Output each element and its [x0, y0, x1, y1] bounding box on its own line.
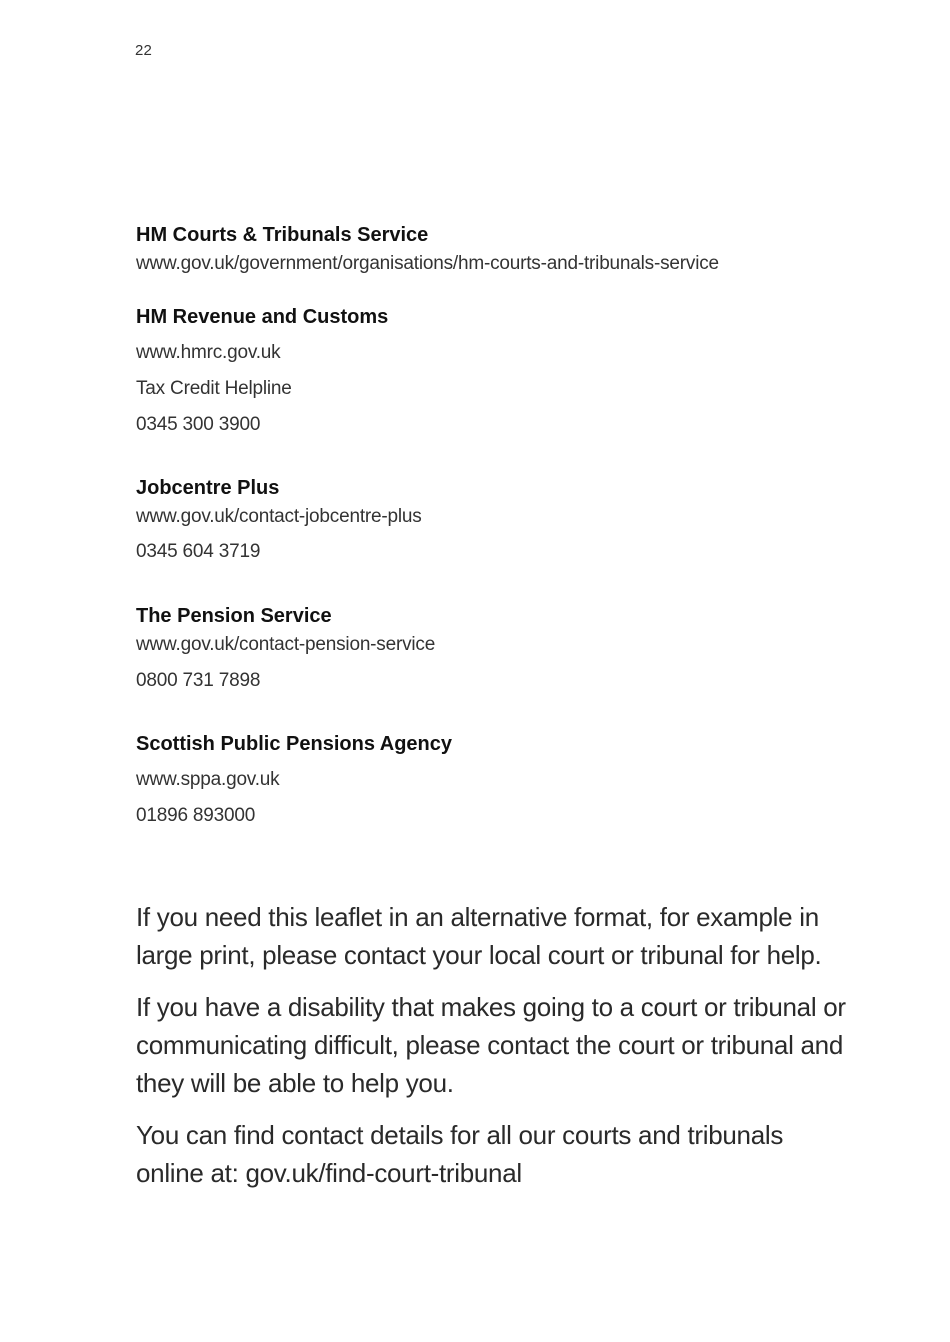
contact-phone: 0800 731 7898 — [136, 670, 261, 691]
contact-website[interactable]: www.gov.uk/contact-jobcentre-plus — [136, 506, 422, 527]
page-number: 22 — [135, 42, 153, 59]
contact-website[interactable]: www.hmrc.gov.uk — [136, 342, 281, 363]
contact-website[interactable]: www.sppa.gov.uk — [136, 769, 280, 790]
contact-phone: 0345 300 3900 — [136, 414, 261, 435]
alternative-format-paragraph: If you need this leaflet in an alternative format, for example in large print, please contact your local court or tribunal for help. — [136, 902, 822, 970]
contact-title: HM Revenue and Customs — [136, 306, 389, 328]
find-court-paragraph: You can find contact details for all our courts and tribunals online at: gov.uk/find-court-tribunal — [136, 1120, 784, 1188]
contact-website[interactable]: www.gov.uk/contact-pension-service — [136, 634, 436, 655]
contact-phone: 01896 893000 — [136, 805, 256, 826]
contact-title: Scottish Public Pensions Agency — [136, 733, 452, 755]
contact-title: The Pension Service — [136, 605, 332, 627]
contact-hmcts — [136, 223, 896, 276]
contact-website[interactable]: www.gov.uk/government/organisations/hm-courts-and-tribunals-service — [136, 253, 719, 274]
contact-jobcentre-plus — [136, 476, 896, 564]
contact-helpline-label: Tax Credit Helpline — [136, 378, 292, 399]
contact-phone: 0345 604 3719 — [136, 541, 261, 562]
disability-paragraph: If you have a disability that makes going to a court or tribunal or communicating difficult, please contact the court or tribunal and they will be able to help you. — [136, 992, 846, 1098]
contact-sppa — [136, 732, 896, 828]
contact-pension-service — [136, 604, 896, 693]
contact-title: Jobcentre Plus — [136, 477, 280, 499]
contact-title: HM Courts & Tribunals Service — [136, 224, 429, 246]
contact-hmrc — [136, 305, 896, 437]
